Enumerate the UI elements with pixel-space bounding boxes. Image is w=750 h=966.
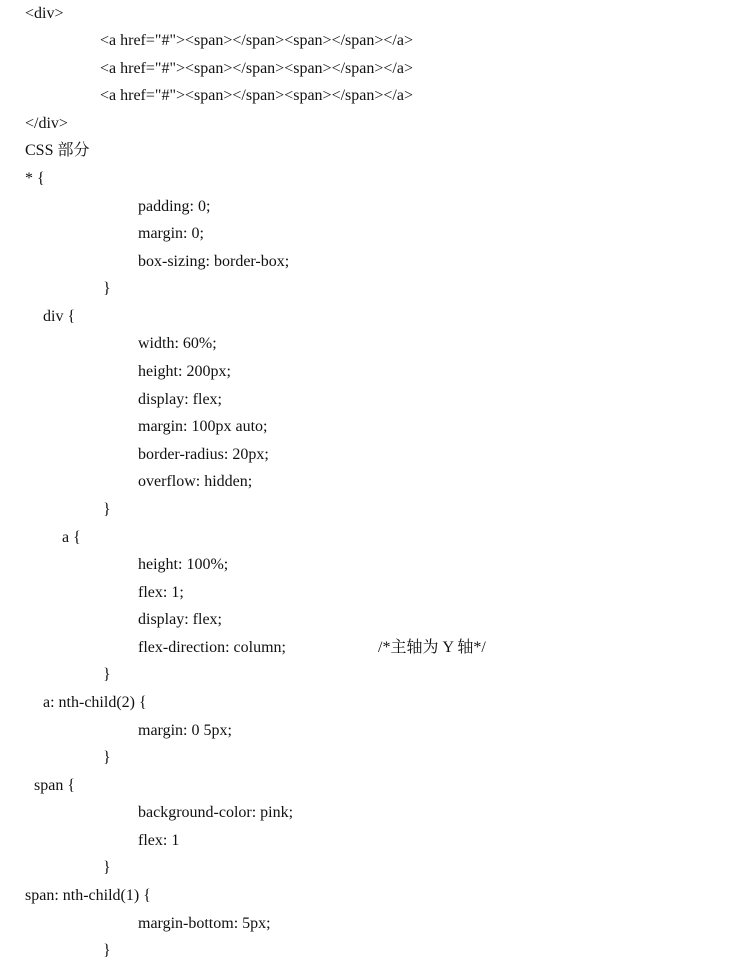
code-line: height: 100%; — [138, 556, 229, 573]
code-line: margin: 100px auto; — [138, 418, 268, 435]
code-line: flex: 1 — [138, 832, 180, 849]
code-line: } — [103, 280, 111, 297]
code-line: flex-direction: column; — [138, 639, 286, 656]
code-line: margin: 0; — [138, 225, 204, 242]
code-line: width: 60%; — [138, 335, 217, 352]
section-heading: CSS 部分 — [25, 142, 90, 159]
code-line: } — [103, 942, 111, 959]
code-line: margin-bottom: 5px; — [138, 915, 271, 932]
code-line: span: nth-child(1) { — [25, 887, 151, 904]
code-line: <a href="#"><span></span><span></span></a> — [100, 32, 413, 49]
code-line: a: nth-child(2) { — [43, 694, 147, 711]
code-comment: /*主轴为 Y 轴*/ — [378, 639, 486, 656]
code-line: } — [103, 859, 111, 876]
code-line: border-radius: 20px; — [138, 446, 269, 463]
code-line: overflow: hidden; — [138, 473, 253, 490]
code-line: <div> — [25, 5, 64, 22]
code-line: a { — [62, 529, 81, 546]
code-line: } — [103, 666, 111, 683]
code-line: display: flex; — [138, 391, 222, 408]
code-line: } — [103, 749, 111, 766]
code-line: span { — [34, 777, 76, 794]
code-line: </div> — [25, 115, 68, 132]
code-line: div { — [43, 308, 76, 325]
code-line: margin: 0 5px; — [138, 722, 232, 739]
code-line: box-sizing: border-box; — [138, 253, 290, 270]
code-line: * { — [25, 170, 45, 187]
code-line: display: flex; — [138, 611, 222, 628]
code-line: height: 200px; — [138, 363, 231, 380]
code-line: background-color: pink; — [138, 804, 294, 821]
code-line: <a href="#"><span></span><span></span></a> — [100, 87, 413, 104]
code-line: } — [103, 501, 111, 518]
code-line: padding: 0; — [138, 198, 211, 215]
code-line: <a href="#"><span></span><span></span></a> — [100, 60, 413, 77]
code-line: flex: 1; — [138, 584, 184, 601]
